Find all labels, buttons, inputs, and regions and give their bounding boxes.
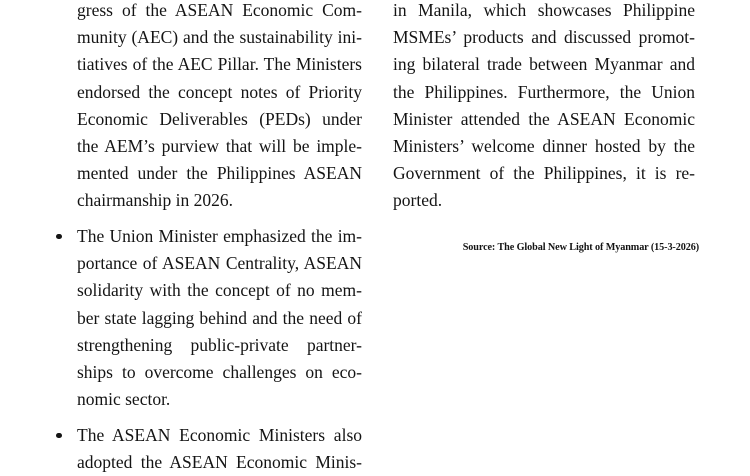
bullet-item-asean-centrality	[50, 223, 362, 413]
text-line: endorsed the concept notes of Priority	[77, 81, 362, 102]
right-column	[393, 0, 695, 215]
text-line: Ministers’ welcome dinner hosted by the	[393, 135, 695, 156]
bullet-item-ministers-adopted	[50, 422, 362, 476]
text-line: gress of the ASEAN Economic Com-	[77, 0, 362, 20]
text-line: solidarity with the concept of no mem-	[77, 280, 362, 301]
text-line: tiatives of the AEC Pillar. The Ministers	[77, 54, 362, 75]
source-credit: Source: The Global New Light of Myanmar (15-3-2026)	[462, 242, 699, 253]
right-paragraph	[393, 0, 695, 215]
text-line: portance of ASEAN Centrality, ASEAN	[77, 253, 362, 274]
text-line: The ASEAN Economic Ministers also	[77, 425, 362, 445]
text-line: strengthening public-private partner-	[77, 334, 362, 355]
text-line: mented under the Philippines ASEAN	[77, 163, 362, 184]
text-line: MSMEs’ products and discussed promot-	[393, 27, 695, 48]
text-line: Minister attended the ASEAN Economic	[393, 108, 695, 129]
text-line: ships to overcome challenges on eco-	[77, 362, 362, 383]
text-line: ing bilateral trade between Myanmar and	[393, 54, 695, 75]
text-line: adopted the ASEAN Economic Minis-	[77, 452, 362, 473]
text-line: ber state lagging behind and the need of	[77, 307, 362, 328]
text-line: the AEM’s purview that will be imple-	[77, 135, 362, 156]
text-line: the Philippines. Furthermore, the Union	[393, 81, 695, 102]
text-line: munity (AEC) and the sustainability ini-	[77, 27, 362, 48]
text-line: Government of the Philippines, it is re-	[393, 163, 695, 184]
text-line: Economic Deliverables (PEDs) under	[77, 108, 362, 129]
text-line: in Manila, which showcases Philippine	[393, 0, 695, 20]
text-line: nomic sector.	[77, 389, 171, 410]
bullet-icon	[56, 433, 62, 439]
bullet-item-continued	[50, 0, 362, 215]
text-line: ported.	[393, 190, 443, 211]
bullet-icon	[56, 234, 62, 240]
text-line: chairmanship in 2026.	[77, 190, 234, 211]
left-column	[50, 0, 362, 476]
text-line: The Union Minister emphasized the im-	[77, 226, 362, 247]
